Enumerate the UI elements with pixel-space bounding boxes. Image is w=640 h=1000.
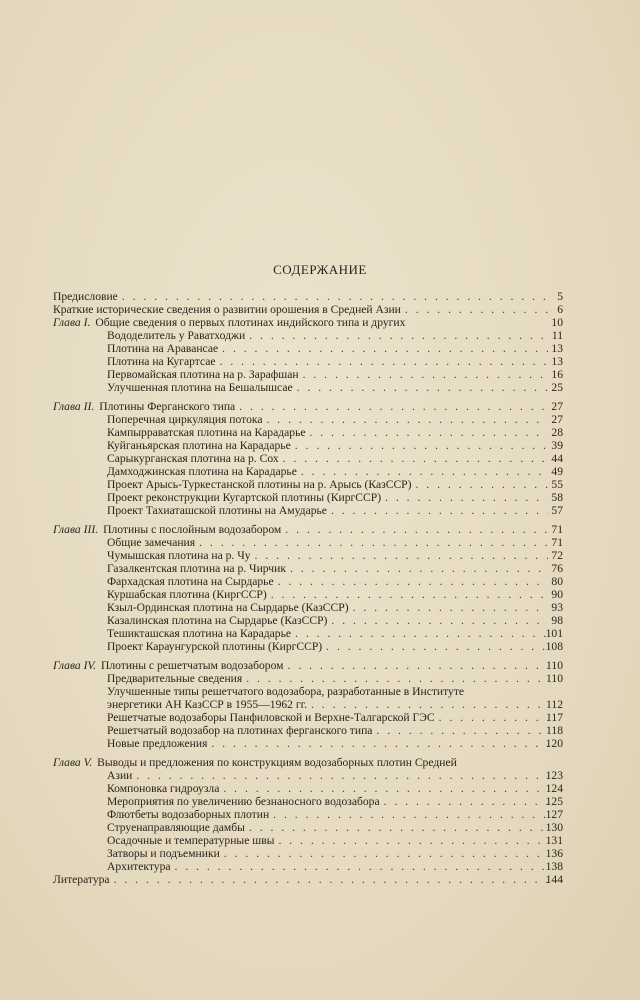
toc-entry [107,504,550,518]
entry-title: энергетики АН КазССР в 1955—1962 гг. [107,698,307,711]
toc-entry [107,368,550,382]
leader-dots [384,795,548,809]
page-number: 13 [551,342,563,355]
entry-title: Осадочные и температурные швы [107,834,275,847]
toc-entry [107,575,550,589]
page-number: 127 [545,808,563,821]
leader-dots [122,290,548,304]
entry-title: Общие замечания [107,536,196,549]
leader-dots [295,627,548,641]
toc-entry [107,821,550,835]
leader-dots [331,614,548,628]
chapter-label: Глава III. [53,523,99,536]
entry-title: Улучшенные типы решетчатого водозабора, разработанные в Институте [107,685,465,698]
entry-title: Проект реконструкции Кугартской плотины (КиргССР) [107,491,382,504]
leader-dots [175,860,548,874]
entry-title: Общие сведения о первых плотинах индийского типа и других [95,316,406,329]
toc-entry [107,627,550,641]
leader-dots [331,504,548,518]
toc-entry [107,672,550,686]
toc-entry [107,808,550,822]
leader-dots [416,478,549,492]
leader-dots [222,342,548,356]
page-number: 13 [551,355,563,368]
leader-dots [311,698,548,712]
page-number: 138 [545,860,563,873]
page-number: 123 [545,769,563,782]
entry-title: Плотины с решетчатым водозабором [100,659,284,672]
leader-dots [114,873,548,887]
page-number: 28 [551,426,563,439]
leader-dots [405,303,548,317]
entry-title: Проект Караунгурской плотины (КиргССР) [107,640,323,653]
leader-dots [290,562,548,576]
toc-entry [107,536,550,550]
entry-title: Струенаправляющие дамбы [107,821,245,834]
page-number: 58 [551,491,563,504]
toc-entry [107,465,550,479]
page-number: 39 [551,439,563,452]
chapter-label: Глава IV. [53,659,96,672]
entry-title: Фархадская плотина на Сырдарье [107,575,274,588]
page-number: 5 [557,290,563,303]
toc-entry [107,860,550,874]
page-number: 130 [545,821,563,834]
toc-entry [53,303,550,317]
page-number: 110 [546,672,563,685]
entry-title: Литература [53,873,110,886]
toc-chapter-entry [53,400,550,414]
page-number: 6 [557,303,563,316]
page-number: 117 [546,711,563,724]
leader-dots [285,523,548,537]
page-title: СОДЕРЖАНИЕ [273,262,367,277]
toc-entry [107,782,550,796]
leader-dots [283,452,548,466]
toc-entry [107,640,550,654]
entry-title: Чумышская плотина на р. Чу [107,549,251,562]
leader-dots [266,413,548,427]
entry-title: Дамходжинская плотина на Карадарье [107,465,297,478]
entry-title: Мероприятия по увеличению безнаносного водозабора [107,795,380,808]
toc-entry [107,355,550,369]
entry-title: Предварительные сведения [107,672,243,685]
toc-entry [107,342,550,356]
page-number: 124 [545,782,563,795]
toc-entry [53,873,550,887]
page-number: 101 [545,627,563,640]
toc-entry [107,685,550,699]
page-number: 72 [551,549,563,562]
leader-dots [295,439,548,453]
entry-title: Газалкентская плотина на р. Чирчик [107,562,286,575]
leader-dots [301,465,548,479]
leader-dots [303,368,548,382]
chapter-label: Глава II. [53,400,95,413]
leader-dots [249,821,548,835]
toc-entry [107,724,550,738]
chapter-label: Глава I. [53,316,91,329]
toc-entry [107,834,550,848]
page-number: 90 [551,588,563,601]
leader-dots [223,782,548,796]
page-number: 144 [545,873,563,886]
page-number: 25 [551,381,563,394]
entry-title: Выводы и предложения по конструкциям водозаборных плотин Средней [97,756,457,769]
page-number: 98 [551,614,563,627]
page-number: 93 [551,601,563,614]
toc-entry [107,698,550,712]
entry-title: Куйганьярская плотина на Карадарье [107,439,291,452]
entry-title: Первомайская плотина на р. Зарафшан [107,368,299,381]
entry-title: Улучшенная плотина на Бешалышсае [107,381,293,394]
page-number: 27 [551,400,563,413]
page-number: 110 [546,659,563,672]
leader-dots [278,834,548,848]
chapter-label: Глава V. [53,756,93,769]
entry-title: Вододелитель у Раватходжи [107,329,246,342]
entry-title: Плотины Ферганского типа [99,400,236,413]
leader-dots [220,355,548,369]
toc-entry [107,737,550,751]
entry-title: Проект Тахиаташской плотины на Амударье [107,504,327,517]
toc-entry [107,478,550,492]
leader-dots [246,672,548,686]
entry-title: Архитектура [107,860,171,873]
leader-dots [136,769,548,783]
page-number: 125 [545,795,563,808]
page-number: 136 [545,847,563,860]
toc-entry [107,795,550,809]
toc-entry [107,711,550,725]
entry-title: Компоновка гидроузла [107,782,220,795]
page-number: 27 [551,413,563,426]
page-number: 11 [551,329,563,342]
leader-dots [376,724,548,738]
entry-title: Куршабская плотина (КиргССР) [107,588,267,601]
leader-dots [353,601,548,615]
page-number: 76 [551,562,563,575]
toc-entry [107,426,550,440]
entry-title: Плотина на Аравансае [107,342,219,355]
toc-entry [107,491,550,505]
page-number: 120 [545,737,563,750]
toc-entry [53,290,550,304]
toc-entry [107,614,550,628]
leader-dots [310,426,549,440]
entry-title: Плотины с послойным водозабором [103,523,282,536]
entry-title: Затворы и подъемники [107,847,220,860]
leader-dots [385,491,548,505]
toc-entry [107,549,550,563]
entry-title: Кзыл-Ординская плотина на Сырдарье (КазССР) [107,601,349,614]
toc-entry [107,562,550,576]
page-number: 44 [551,452,563,465]
page-number: 118 [546,724,563,737]
entry-title: Решетчатые водозаборы Панфиловской и Верхне-Талгарской ГЭС [107,711,435,724]
entry-title: Тешикташская плотина на Карадарье [107,627,292,640]
entry-title: Плотина на Кугартсае [107,355,216,368]
leader-dots [224,847,548,861]
toc-entry [107,769,550,783]
page-number: 131 [545,834,563,847]
toc-entry [107,439,550,453]
toc-chapter-entry [53,316,550,330]
entry-title: Решетчатый водозабор на плотинах ферганского типа [107,724,373,737]
entry-title: Проект Арысь-Туркестанской плотины на р. Арысь (КазССР) [107,478,412,491]
toc-entry [107,588,550,602]
leader-dots [199,536,548,550]
toc-entry [107,329,550,343]
leader-dots [271,588,548,602]
toc-entry [107,847,550,861]
leader-dots [239,400,548,414]
page-number: 10 [551,316,563,329]
entry-title: Казалинская плотина на Сырдарье (КазССР) [107,614,328,627]
entry-title: Флютбеты водозаборных плотин [107,808,270,821]
toc-entry [107,413,550,427]
leader-dots [288,659,548,673]
page-number: 16 [551,368,563,381]
entry-title: Кампырраватская плотина на Карадарье [107,426,306,439]
page-number: 80 [551,575,563,588]
entry-title: Предисловие [53,290,118,303]
entry-title: Азии [107,769,133,782]
leader-dots [211,737,548,751]
leader-dots [297,381,548,395]
toc-entry [107,601,550,615]
leader-dots [273,808,548,822]
toc-entry [107,452,550,466]
page-number: 71 [551,536,563,549]
page-number: 108 [545,640,563,653]
entry-title: Новые предложения [107,737,208,750]
leader-dots [278,575,548,589]
entry-title: Поперечная циркуляция потока [107,413,263,426]
entry-title: Краткие исторические сведения о развитии орошения в Средней Азии [53,303,401,316]
page-number: 71 [551,523,563,536]
toc-chapter-entry [53,659,550,673]
toc-chapter-entry [53,523,550,537]
entry-title: Сарыкурганская плотина на р. Сох [107,452,279,465]
toc-entry [107,381,550,395]
toc-chapter-entry [53,756,550,770]
page-number: 55 [551,478,563,491]
page-number: 49 [551,465,563,478]
page-number: 57 [551,504,563,517]
page-number: 112 [546,698,563,711]
leader-dots [255,549,548,563]
leader-dots [326,640,548,654]
leader-dots [439,711,548,725]
leader-dots [249,329,548,343]
